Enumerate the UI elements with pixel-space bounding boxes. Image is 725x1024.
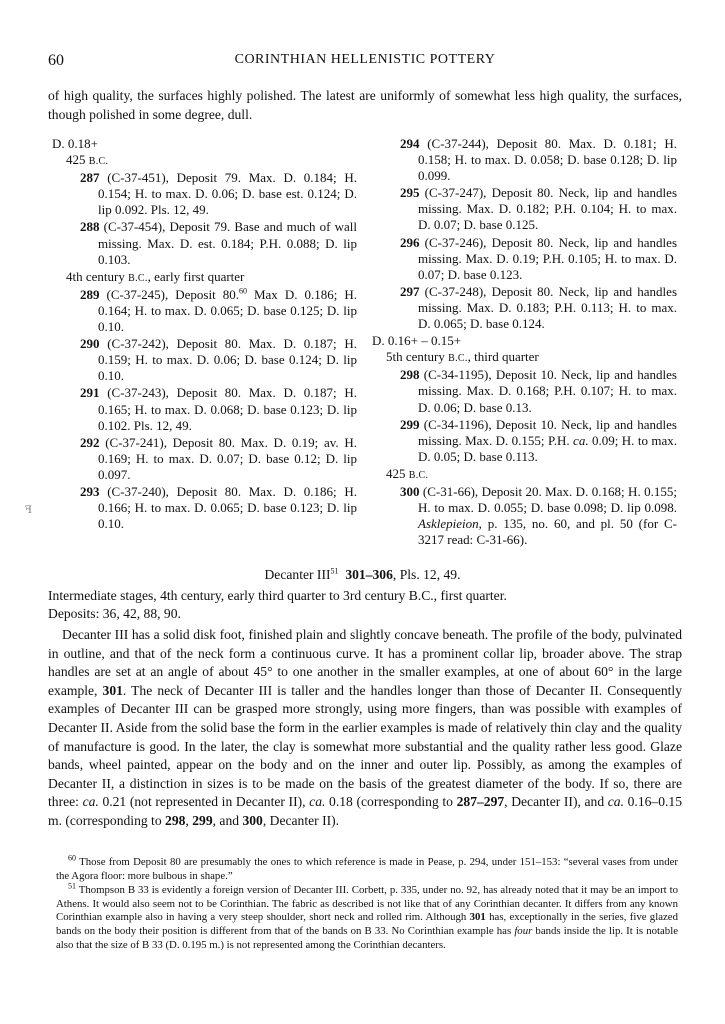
- date-subheading: 425 B.C.: [386, 465, 429, 481]
- catalogue-entry: 293 (C-37-240), Deposit 80. Max. D. 0.186; H. 0.166; H. to max. D. 0.065; D. base 0.123; D. lip 0.10.: [80, 483, 357, 532]
- catalogue-entry: 300 (C-31-66), Deposit 20. Max. D. 0.168; H. 0.155; H. to max. D. 0.055; D. base 0.098; D. lip 0.098. Asklepieion, p. 135, no. 60, and pl. 50 (for C-3217 read: C-31-66).: [400, 483, 677, 548]
- catalogue-entry: 289 (C-37-245), Deposit 80.60 Max D. 0.186; H. 0.164; H. to max. D. 0.065; D. base 0.125; D. lip 0.10.: [80, 286, 357, 335]
- footnote-mark: 60: [68, 853, 76, 863]
- catalogue-number: 289: [80, 286, 100, 302]
- page-number: 60: [48, 52, 64, 69]
- catalogue-number: 297: [400, 283, 420, 299]
- date-subheading: 425 B.C.: [66, 152, 109, 168]
- catalogue-number: 290: [80, 336, 100, 352]
- footnote-mark: 51: [68, 881, 76, 891]
- catalogue-number: 288: [80, 219, 100, 235]
- intro-paragraph: of high quality, the surfaces highly polished. The latest are uniformly of somewhat less high quality, the surfaces, though polished in some degree, dull.: [48, 88, 682, 122]
- catalogue-entry: 287 (C-37-451), Deposit 79. Max. D. 0.184; H. 0.154; H. to max. D. 0.06; D. base est. 0.124; D. lip 0.092. Pls. 12, 49.: [80, 170, 357, 218]
- catalogue-entry: 299 (C-34-1196), Deposit 10. Neck, lip and handles missing. Max. D. 0.155; P.H. ca. 0.09; H. to max. D. 0.05; D. base 0.113.: [400, 416, 677, 464]
- catalogue-number: 298: [400, 367, 420, 383]
- catalogue-entry: 288 (C-37-454), Deposit 79. Base and much of wall missing. Max. D. est. 0.184; P.H. 0.088; D. lip 0.103.: [80, 219, 357, 267]
- section-heading-plates: , Pls. 12, 49.: [392, 567, 461, 582]
- catalogue-right-column: [372, 136, 677, 549]
- footnote-60: $^{60}$ Those from Deposit 80 are presumably the ones to which reference is made in Pease, p. 294, under 151–153: “several vases from under the Agora floor: more bulbous in shape.”: [56, 853, 678, 882]
- catalogue-entry: 296 (C-37-246), Deposit 80. Neck, lip and handles missing. Max. D. 0.19; P.H. 0.105; H. to max. D. 0.07; D. base 0.123.: [400, 234, 677, 282]
- catalogue-left-column: [52, 136, 357, 533]
- catalogue-entry: 294 (C-37-244), Deposit 80. Max. D. 0.181; H. 0.158; H. to max. D. 0.058; D. base 0.128; D. lip 0.099.: [400, 136, 677, 184]
- catalogue-number: 293: [80, 483, 100, 499]
- running-title: CORINTHIAN HELLENISTIC POTTERY: [234, 52, 496, 67]
- catalogue-number: 292: [80, 434, 100, 450]
- footnote-ref-51: 51: [330, 566, 339, 576]
- section-heading-label: Decanter III: [264, 567, 331, 582]
- size-group-heading: D. 0.18+: [52, 136, 98, 151]
- catalogue-entry: 291 (C-37-243), Deposit 80. Max. D. 0.187; H. 0.165; H. to max. D. 0.068; D. base 0.123; D. lip 0.102. Pls. 12, 49.: [80, 385, 357, 433]
- section-deposits: Deposits: 36, 42, 88, 90.: [48, 606, 181, 621]
- footnote-51: $^{51}$ Thompson B 33 is evidently a foreign version of Decanter III. Corbett, p. 335, under no. 92, has already noted that it may be an import to Athens. It would also seem not to be Corinthian. The fabric as described is not like that of any Corinthian decanter. It differs from any known Corinthian example also in having a very steep shoulder, short neck and rolled rim. Although 301 has, exceptionally in the series, five glazed bands on the body their position is different from that of the bands on B 33. No Corinthian example has four bands inside the lip. It is notable also that the size of B 33 (D. 0.195 m.) is not represented among the Corinthian decanters.: [56, 881, 678, 951]
- section-stages: Intermediate stages, 4th century, early third quarter to 3rd century B.C., first quarter.: [48, 588, 507, 603]
- catalogue-entry: 298 (C-34-1195), Deposit 10. Neck, lip and handles missing. Max. D. 0.168; P.H. 0.107; H. to max. D. 0.06; D. base 0.13.: [400, 367, 677, 415]
- catalogue-number: 295: [400, 185, 420, 201]
- catalogue-entry: 290 (C-37-242), Deposit 80. Max. D. 0.187; H. 0.159; H. to max. D. 0.06; D. base 0.124; D. lip 0.10.: [80, 336, 357, 384]
- section-heading-range: 301–306: [345, 567, 393, 582]
- catalogue-entry: 297 (C-37-248), Deposit 80. Neck, lip and handles missing. Max. D. 0.183; P.H. 0.113; H. to max. D. 0.065; D. base 0.124.: [400, 283, 677, 332]
- catalogue-entry: 292 (C-37-241), Deposit 80. Max. D. 0.19; av. H. 0.169; H. to max. D. 0.07; D. base 0.12; D. lip 0.097.: [80, 434, 357, 482]
- date-subheading: 4th century B.C., early first quarter: [66, 268, 245, 284]
- page-header: [48, 52, 682, 74]
- catalogue-entry: 295 (C-37-247), Deposit 80. Neck, lip and handles missing. Max. D. 0.182; P.H. 0.104; H. to max. D. 0.07; D. base 0.125.: [400, 185, 677, 233]
- catalogue-number: 287: [80, 170, 100, 186]
- catalogue-number: 296: [400, 234, 420, 250]
- section-heading: [0, 567, 725, 583]
- size-group-heading: D. 0.16+ – 0.15+: [372, 333, 462, 349]
- margin-mark: ꟻ: [25, 505, 32, 516]
- date-subheading: 5th century B.C., third quarter: [386, 349, 539, 365]
- section-body: Decanter III has a solid disk foot, finished plain and slightly concave beneath. The profile of the body, pulvinated in outline, and that of the neck form a continuous curve. It has a prominent collar lip, broader above. The strap handles are set at an angle of about 45° to one another in the smaller examples, at one of about 60° in the large example, 301. The neck of Decanter III is taller and the handles longer than those of Decanter II. Consequently examples of Decanter III can be grasped more strongly, using more fingers, than was possible with examples of Decanter II. Aside from the solid base the form in the earlier examples is made of relatively thin clay and the quality of manufacture is good. In the later, the clay is somewhat more substantial and the quality rather less good. Glaze bands, wheel painted, appear on the body and on the inner and outer lip. Possibly, as among the examples of Decanter II, a distinction in sizes is to be made on the basis of the greatest diameter of the body. If so, there are three: ca. 0.21 (not represented in Decanter II), ca. 0.18 (corresponding to 287–297, Decanter II), and ca. 0.16–0.15 m. (corresponding to 298, 299, and 300, Decanter II).: [48, 627, 683, 828]
- footnote-ref-60: 60: [238, 286, 247, 296]
- catalogue-number: 294: [400, 136, 420, 151]
- catalogue-number: 299: [400, 416, 420, 432]
- catalogue-number: 291: [80, 385, 100, 401]
- catalogue-number: 300: [400, 483, 420, 499]
